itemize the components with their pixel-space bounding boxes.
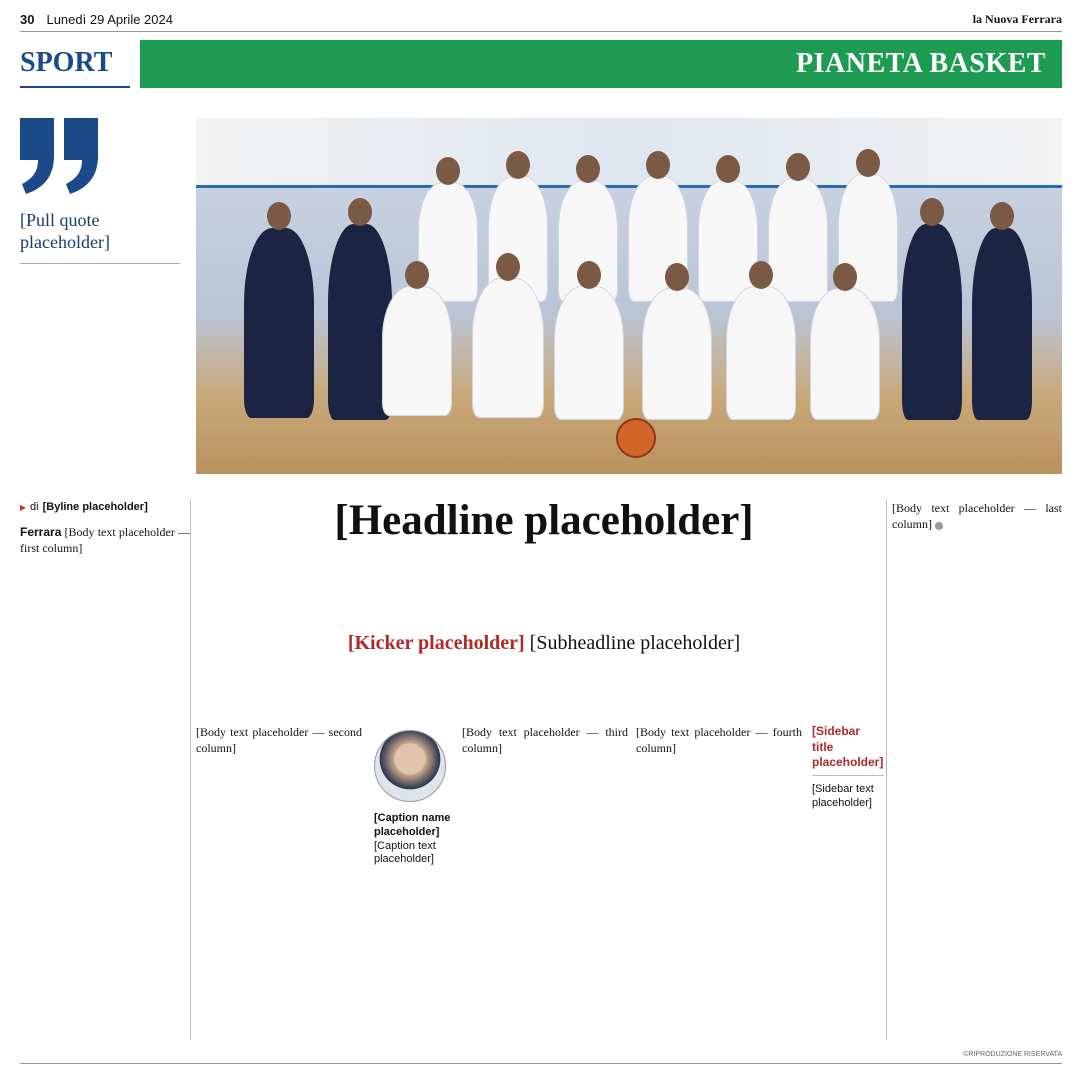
paragraph: [Body text placeholder — last column] <box>892 501 1062 532</box>
player-figure <box>768 178 828 302</box>
byline-name: [Byline placeholder] <box>42 501 148 513</box>
player-figure <box>642 288 712 420</box>
issue-date: Lunedì 29 Aprile 2024 <box>46 12 173 27</box>
paragraph: [Body text placeholder — second column] <box>196 725 362 756</box>
article-headline: [Headline placeholder] <box>334 497 754 544</box>
article-column-3 <box>462 724 628 763</box>
player-figure <box>472 278 544 418</box>
article-column-2 <box>196 724 362 763</box>
caption-text: [Caption text placeholder] <box>374 839 436 866</box>
page-header <box>20 8 1062 32</box>
player-figure <box>810 288 880 420</box>
player-figure <box>244 228 314 418</box>
portrait-photo <box>374 730 446 802</box>
article-column-1 <box>20 524 190 563</box>
byline-prefix: di <box>30 501 39 513</box>
section-banner: PIANETA BASKET <box>140 40 1062 88</box>
article-column-4 <box>636 724 802 763</box>
sidebar-box <box>812 724 884 810</box>
pull-quote: [Pull quote placeholder] <box>20 210 180 264</box>
sidebar-title: [Sidebar title placeholder] <box>812 724 884 776</box>
photo-caption <box>374 812 452 867</box>
byline <box>20 500 190 514</box>
article-subhead <box>196 630 892 656</box>
player-figure <box>726 286 796 420</box>
paragraph: Ferrara [Body text placeholder — first column] <box>20 525 191 556</box>
article-column-5 <box>892 500 1062 539</box>
column-divider <box>886 500 887 1040</box>
basketball-icon <box>616 418 656 458</box>
quote-mark-icon <box>20 118 100 194</box>
sponsor-banner <box>196 118 1062 188</box>
end-of-article-icon <box>935 522 943 530</box>
article-kicker: [Kicker placeholder] <box>347 632 525 654</box>
paragraph: [Body text placeholder — third column] <box>462 725 628 756</box>
triangle-marker-icon: ▸ <box>20 500 27 514</box>
section-header <box>20 40 1062 88</box>
page-number: 30 <box>20 12 35 27</box>
masthead: la Nuova Ferrara <box>972 12 1062 26</box>
column-divider <box>190 500 191 1040</box>
player-figure <box>418 182 478 302</box>
player-figure <box>972 228 1032 420</box>
player-figure <box>554 286 624 420</box>
section-label: SPORT <box>20 40 130 88</box>
team-photo <box>196 118 1062 474</box>
lead-word: Ferrara <box>20 525 62 539</box>
article-standfirst: [Subheadline placeholder] <box>529 632 741 654</box>
player-figure <box>902 224 962 420</box>
sidebar-text: [Sidebar text placeholder] <box>812 782 874 810</box>
player-figure <box>698 180 758 302</box>
caption-name: [Caption name placeholder] <box>374 812 451 838</box>
paragraph: [Body text placeholder — fourth column] <box>636 725 802 756</box>
copyright-notice: ©RIPRODUZIONE RISERVATA <box>963 1051 1062 1058</box>
player-figure <box>382 286 452 416</box>
footer-rule <box>20 1063 1062 1064</box>
